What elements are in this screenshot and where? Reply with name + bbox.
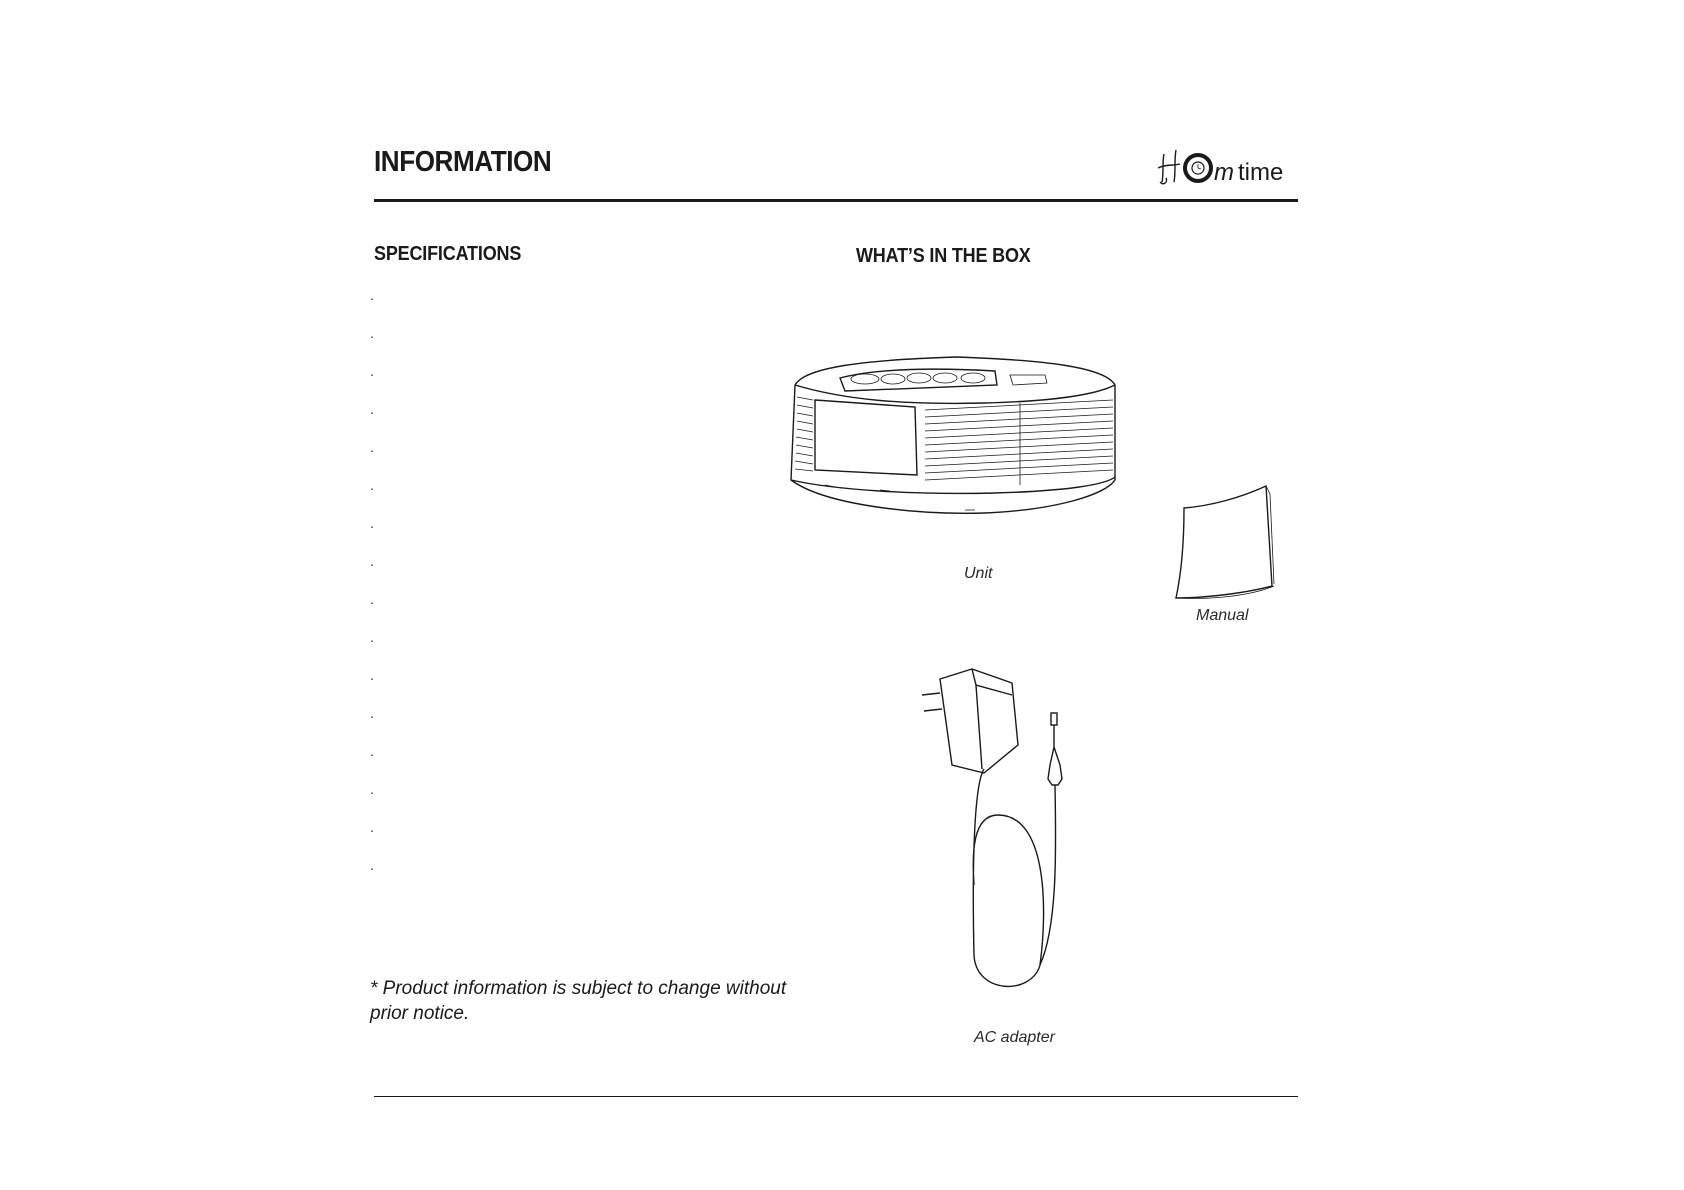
header-rule [374,199,1298,202]
spec-item: . [370,743,374,759]
ac-adapter-caption: AC adapter [974,1029,1055,1046]
manual-caption: Manual [1196,607,1249,624]
svg-text:time: time [1238,159,1284,186]
spec-item: . [370,667,374,683]
spec-item: . [370,287,374,303]
spec-item: . [370,515,374,531]
ac-adapter-illustration [912,665,1072,1015]
manual-illustration [1170,480,1280,602]
spec-item: . [370,781,374,797]
unit-illustration [785,345,1125,545]
unit-caption: Unit [964,565,993,582]
page-title: INFORMATION [374,146,552,178]
specifications-list [370,288,374,896]
spec-item: . [370,477,374,493]
spec-item: . [370,705,374,721]
spec-item: . [370,553,374,569]
spec-item: . [370,401,374,417]
spec-item: . [370,325,374,341]
spec-item: . [370,591,374,607]
spec-item: . [370,629,374,645]
footnote: * Product information is subject to change without prior notice. [370,978,787,1024]
footer-rule [374,1096,1298,1097]
homtime-logo [1158,142,1298,188]
spec-item: . [370,363,374,379]
specifications-heading: SPECIFICATIONS [374,243,522,265]
spec-item: . [370,857,374,873]
spec-item: . [370,439,374,455]
svg-text:m: m [1214,159,1234,186]
spec-item: . [370,819,374,835]
box-contents-heading: WHAT’S IN THE BOX [856,245,1031,267]
